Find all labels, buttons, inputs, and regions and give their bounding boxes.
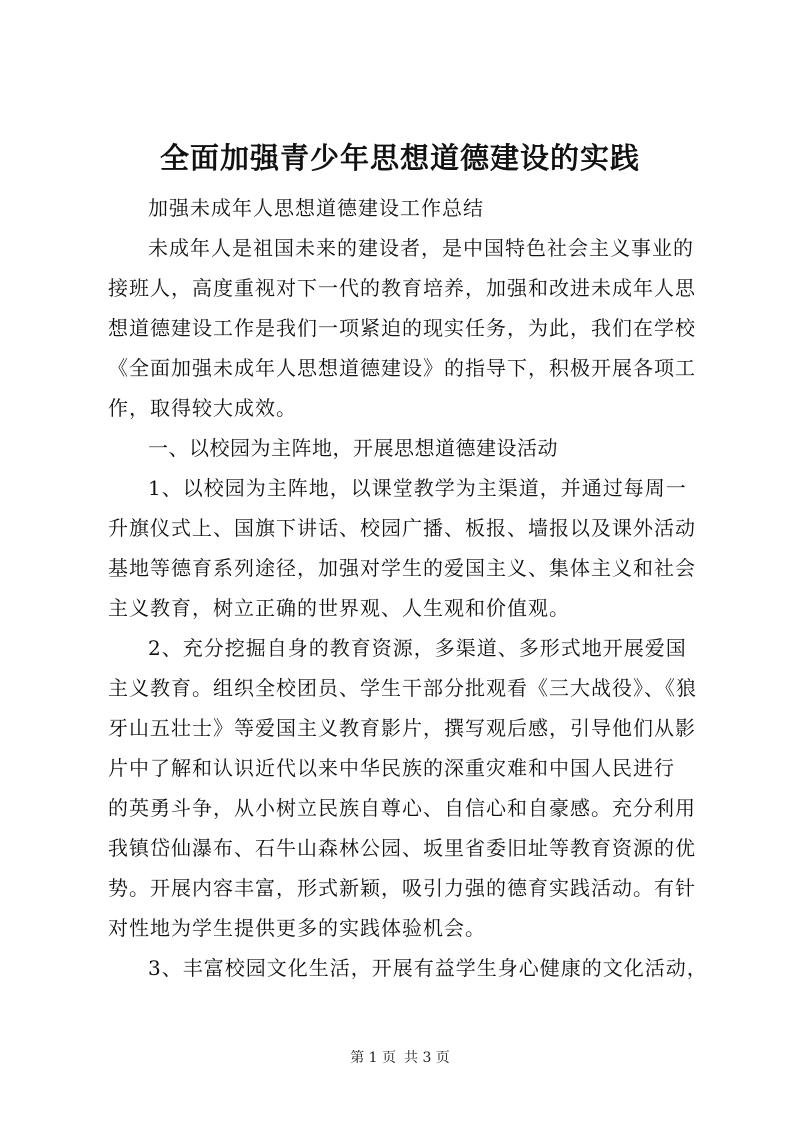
paragraph-1-line: 《全面加强未成年人思想道德建设》的指导下，积极开展各项工 — [108, 356, 696, 380]
item-2-line: 势。开展内容丰富，形式新颖，吸引力强的德育实践活动。有针 — [108, 876, 696, 900]
item-3-line: 3、丰富校园文化生活，开展有益学生身心健康的文化活动， — [148, 956, 708, 980]
document-body — [108, 188, 708, 988]
item-2-line: 的英勇斗争，从小树立民族自尊心、自信心和自豪感。充分利用 — [108, 796, 696, 820]
item-2-line: 片中了解和认识近代以来中华民族的深重灾难和中国人民进行 — [108, 756, 675, 780]
item-1-line: 1、以校园为主阵地，以课堂教学为主渠道，并通过每周一 — [148, 476, 687, 500]
item-1-line: 主义教育，树立正确的世界观、人生观和价值观。 — [108, 596, 570, 620]
item-2-line: 我镇岱仙瀑布、石牛山森林公园、坂里省委旧址等教育资源的优 — [108, 836, 696, 860]
paragraph-1-line: 未成年人是祖国未来的建设者，是中国特色社会主义事业的 — [148, 236, 694, 260]
page-total: 共 3 页 — [404, 1050, 450, 1066]
document-subtitle: 加强未成年人思想道德建设工作总结 — [148, 196, 484, 220]
paragraph-1-line: 接班人，高度重视对下一代的教育培养，加强和改进未成年人思 — [108, 276, 696, 300]
paragraph-1-line: 想道德建设工作是我们一项紧迫的现实任务，为此，我们在学校 — [108, 316, 696, 340]
item-2-line: 主义教育。组织全校团员、学生干部分批观看《三大战役》、《狼 — [108, 676, 697, 700]
item-1-line: 升旗仪式上、国旗下讲话、校园广播、板报、墙报以及课外活动 — [108, 516, 696, 540]
paragraph-1-line: 作，取得较大成效。 — [108, 396, 297, 420]
item-1-line: 基地等德育系列途径，加强对学生的爱国主义、集体主义和社会 — [108, 556, 696, 580]
item-2-line: 2、充分挖掘自身的教育资源，多渠道、多形式地开展爱国 — [148, 636, 687, 660]
page-footer — [0, 1048, 800, 1068]
item-2-line: 对性地为学生提供更多的实践体验机会。 — [108, 916, 486, 940]
item-2-line: 牙山五壮士》等爱国主义教育影片，撰写观后感，引导他们从影 — [108, 716, 696, 740]
page-number: 第 1 页 — [350, 1050, 396, 1066]
document-title: 全面加强青少年思想道德建设的实践 — [159, 141, 640, 175]
section-heading-1: 一、以校园为主阵地，开展思想道德建设活动 — [148, 436, 558, 460]
